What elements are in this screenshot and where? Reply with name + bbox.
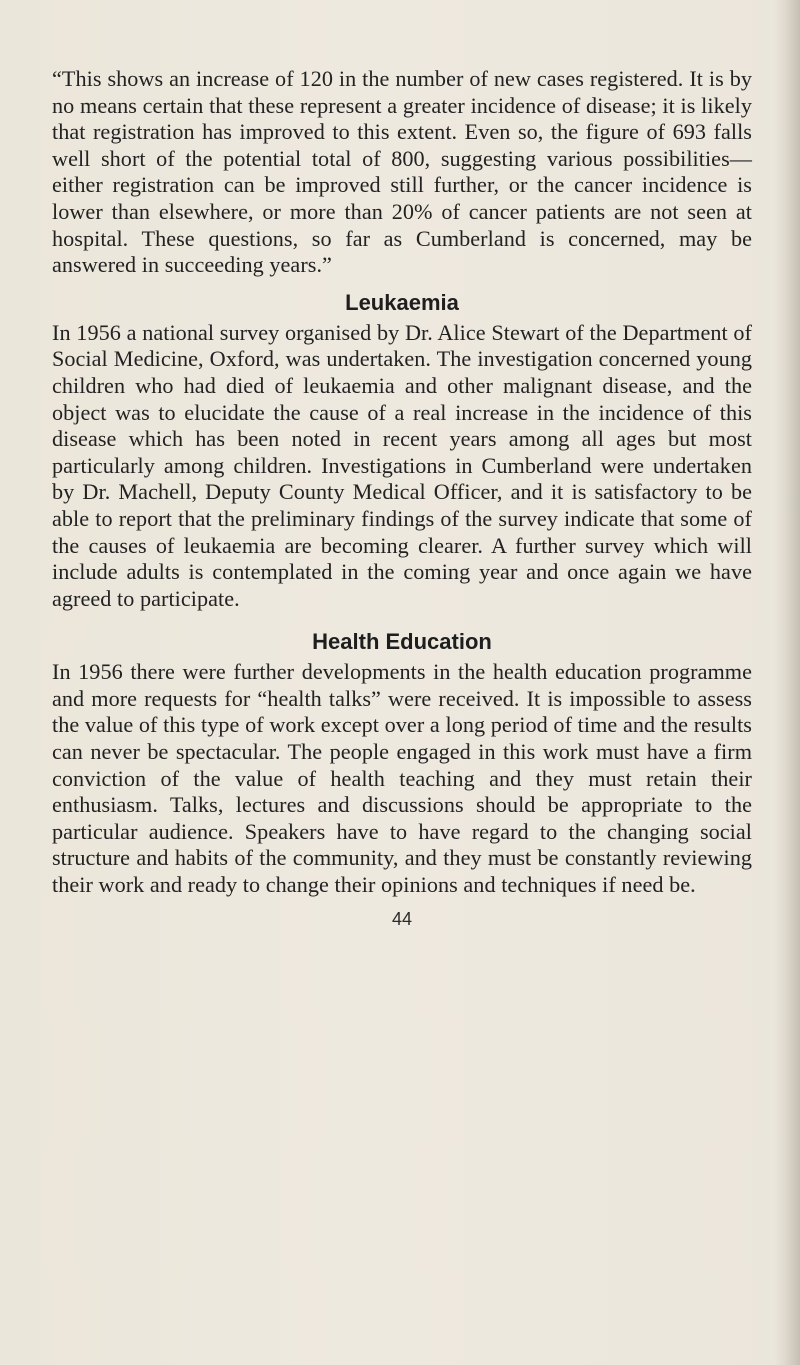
page-edge-shadow bbox=[774, 0, 800, 1365]
leukaemia-paragraph: In 1956 a national survey organised by Dr. Alice Stewart of the Department of Social Medicine, Oxford, was undertaken. The investigation concerned young children who had died of leukaemia and other malignant disease, and the object was to elucidate the cause of a real increase in the incidence of this disease which has been noted in recent years among all ages but most particularly among children. Investigations in Cumberland were undertaken by Dr. Machell, Deputy County Medical Officer, and it is satisfactory to be able to report that the preliminary findings of the survey indicate that some of the causes of leukaemia are becoming clearer. A further survey which will include adults is contemplated in the coming year and once again we have agreed to participate. bbox=[52, 319, 752, 611]
page-number: 44 bbox=[391, 908, 413, 929]
page-content bbox=[52, 66, 752, 929]
leukaemia-heading: Leukaemia bbox=[345, 289, 459, 315]
health-education-paragraph: In 1956 there were further developments in the health education programme and more requests for “health talks” were received. It is impossible to assess the value of this type of work except over a long period of time and the results can never be spectacular. The people engaged in this work must have a firm conviction of the value of health teaching and they must retain their enthusiasm. Talks, lectures and discussions should be appropriate to the particular audience. Speakers have to have regard to the changing social structure and habits of the community, and they must be constantly reviewing their work and ready to change their opinions and techniques if need be. bbox=[52, 659, 752, 898]
health-education-heading: Health Education bbox=[312, 629, 492, 655]
intro-paragraph: “This shows an increase of 120 in the number of new cases registered. It is by no means certain that these represent a greater incidence of disease; it is likely that registration has improved to this extent. Even so, the figure of 693 falls well short of the potential total of 800, suggesting various possibilities—either registration can be improved still further, or the cancer incidence is lower than elsewhere, or more than 20% of cancer patients are not seen at hospital. These questions, so far as Cumberland is concerned, may be answered in succeeding years.” bbox=[52, 66, 752, 278]
